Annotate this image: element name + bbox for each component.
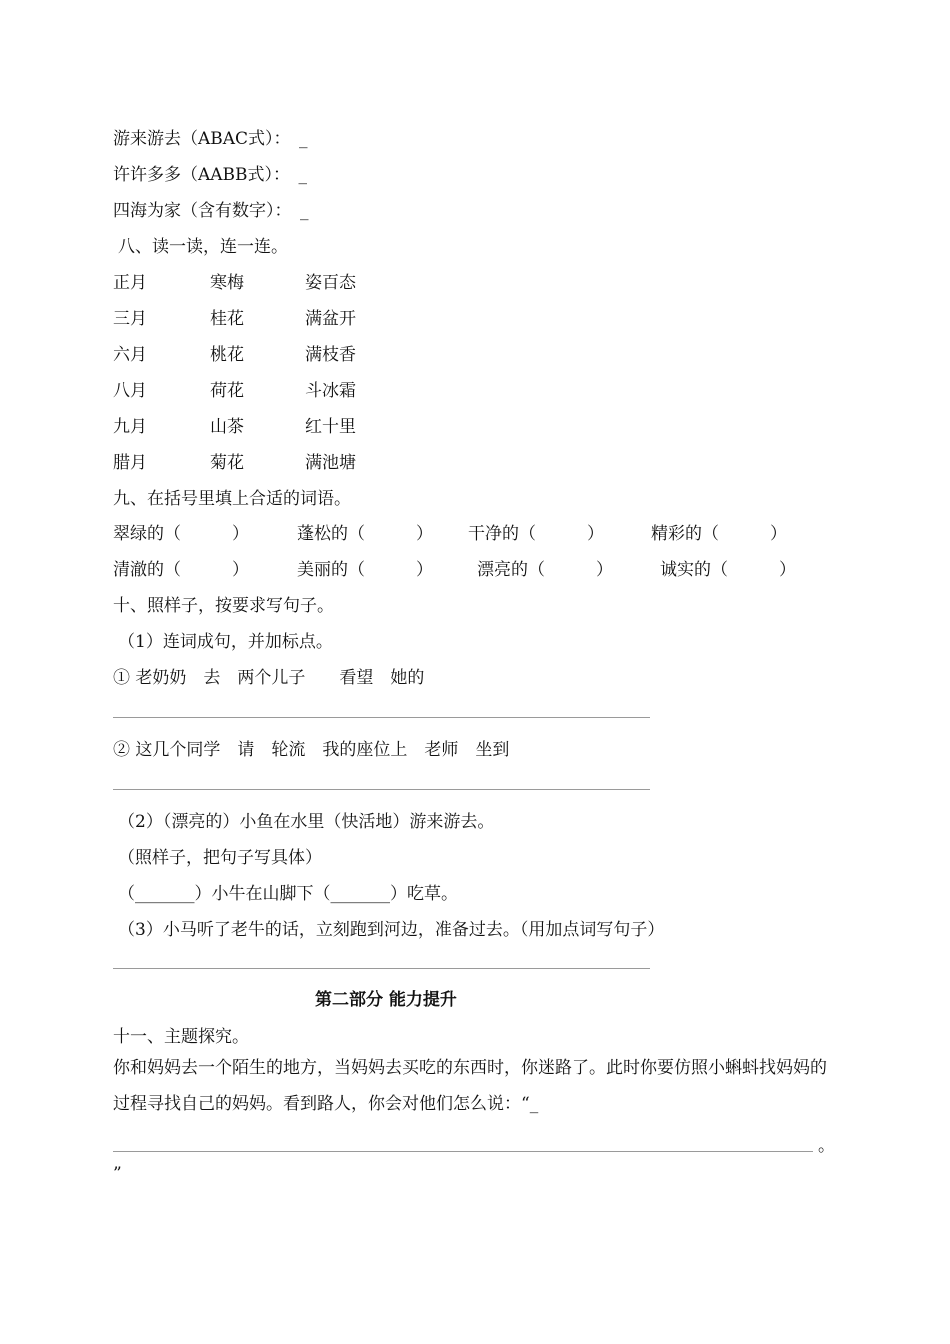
closing-quote: ” bbox=[113, 1164, 122, 1184]
sentence-part-2-fill: （_______）小牛在山脚下（_______）吃草。 bbox=[118, 884, 458, 904]
fill-word-item: 漂亮的（ ） bbox=[477, 560, 613, 580]
month-item: 九月 bbox=[113, 417, 147, 437]
answer-line bbox=[113, 968, 650, 969]
answer-line bbox=[113, 1151, 813, 1152]
fill-word-item: 诚实的（ ） bbox=[660, 560, 796, 580]
fill-word-item: 清澈的（ ） bbox=[113, 560, 249, 580]
question-2: ② 这几个同学 请 轮流 我的座位上 老师 坐到 bbox=[113, 740, 510, 760]
phrase-item: 姿百态 bbox=[305, 273, 356, 293]
sentence-part-2: （2）（漂亮的）小鱼在水里（快活地）游来游去。 bbox=[118, 812, 495, 832]
flower-item: 菊花 bbox=[210, 453, 244, 473]
fill-word-item: 干净的（ ） bbox=[468, 524, 604, 544]
section-9-heading: 九、在括号里填上合适的词语。 bbox=[113, 489, 351, 509]
sentence-part-1: （1）连词成句，并加标点。 bbox=[118, 632, 333, 652]
idiom-aabb: 许许多多（AABB式）： _ bbox=[113, 165, 308, 185]
month-item: 六月 bbox=[113, 345, 147, 365]
part-two-title: 第二部分 能力提升 bbox=[315, 990, 457, 1010]
phrase-item: 满池塘 bbox=[305, 453, 356, 473]
fill-word-item: 蓬松的（ ） bbox=[297, 524, 433, 544]
sentence-part-2-note: （照样子，把句子写具体） bbox=[118, 848, 322, 868]
fill-word-item: 翠绿的（ ） bbox=[113, 524, 249, 544]
fill-word-item: 美丽的（ ） bbox=[297, 560, 433, 580]
answer-line bbox=[113, 717, 650, 718]
phrase-item: 红十里 bbox=[305, 417, 356, 437]
sentence-part-3: （3）小马听了老牛的话，立刻跑到河边，准备过去。（用加点词写句子） bbox=[118, 920, 665, 940]
section-10-heading: 十、照样子，按要求写句子。 bbox=[113, 596, 334, 616]
section-11-paragraph: 你和妈妈去一个陌生的地方，当妈妈去买吃的东西时，你迷路了。此时你要仿照小蝌蚪找妈妈的过程寻找自己的妈妈。看到路人，你会对他们怎么说：“_ bbox=[113, 1058, 827, 1114]
section-8-heading: 八、读一读，连一连。 bbox=[118, 237, 288, 257]
fill-word-item: 精彩的（ ） bbox=[651, 524, 787, 544]
flower-item: 荷花 bbox=[210, 381, 244, 401]
phrase-item: 满枝香 bbox=[305, 345, 356, 365]
answer-line bbox=[113, 789, 650, 790]
period-mark: 。 bbox=[818, 1136, 835, 1156]
month-item: 八月 bbox=[113, 381, 147, 401]
flower-item: 寒梅 bbox=[210, 273, 244, 293]
idiom-number: 四海为家（含有数字）： _ bbox=[113, 201, 309, 221]
phrase-item: 斗冰霜 bbox=[305, 381, 356, 401]
section-11-heading: 十一、主题探究。 bbox=[113, 1027, 249, 1047]
phrase-item: 满盆开 bbox=[305, 309, 356, 329]
idiom-abac: 游来游去（ABAC式）： _ bbox=[113, 129, 308, 149]
month-item: 腊月 bbox=[113, 453, 147, 473]
flower-item: 桂花 bbox=[210, 309, 244, 329]
flower-item: 山茶 bbox=[210, 417, 244, 437]
month-item: 正月 bbox=[113, 273, 147, 293]
question-1: ① 老奶奶 去 两个儿子 看望 她的 bbox=[113, 668, 425, 688]
flower-item: 桃花 bbox=[210, 345, 244, 365]
month-item: 三月 bbox=[113, 309, 147, 329]
